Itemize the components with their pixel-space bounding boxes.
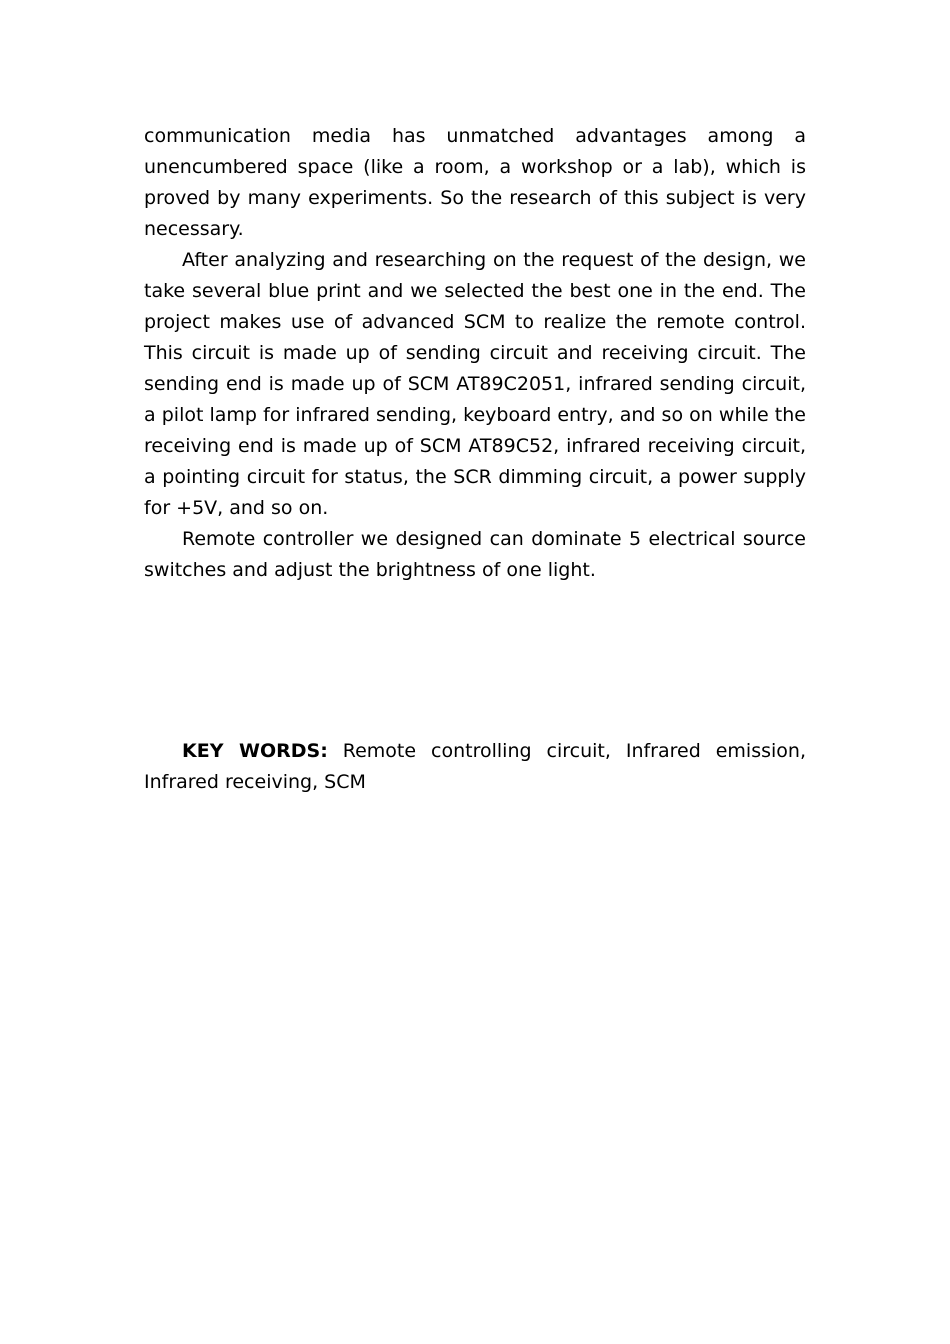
abstract-paragraph-3: Remote controller we designed can dominate 5 electrical source switches and adjust the brightness of one light. <box>144 528 806 581</box>
keywords-line <box>144 736 806 798</box>
keywords-text: Remote controlling circuit, Infrared emission, Infrared receiving, SCM <box>144 740 806 793</box>
keywords-label: KEY WORDS: <box>182 740 328 762</box>
abstract-paragraph-2: After analyzing and researching on the request of the design, we take several blue print and we selected the best one in the end. The project makes use of advanced SCM to realize the remote control. This circuit is made up of sending circuit and receiving circuit. The sending end is made up of SCM AT89C2051, infrared sending circuit, a pilot lamp for infrared sending, keyboard entry, and so on while the receiving end is made up of SCM AT89C52, infrared receiving circuit, a pointing circuit for status, the SCR dimming circuit, a power supply for +5V, and so on. <box>144 249 806 519</box>
abstract-body <box>144 121 806 798</box>
abstract-paragraph-1: communication media has unmatched advantages among a unencumbered space (like a room, a workshop or a lab), which is proved by many experiments. So the research of this subject is very necessary. <box>144 125 806 240</box>
